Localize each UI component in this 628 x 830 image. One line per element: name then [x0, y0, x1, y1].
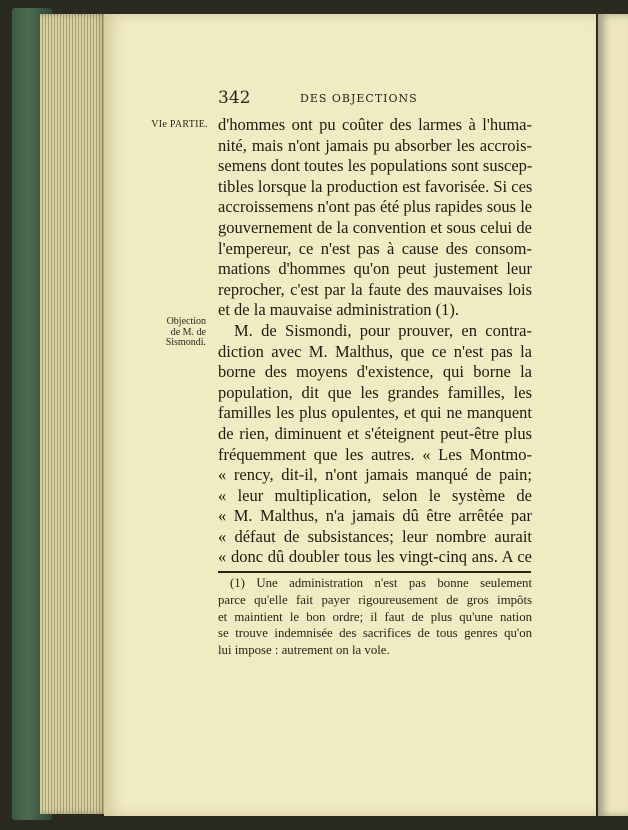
page-edges [40, 14, 106, 814]
footnote-line: lui impose : autrement on la vole. [218, 643, 390, 658]
text-line: et de la mauvaise administration (1). [218, 300, 460, 320]
text-line: l'empereur, ce n'est pas à cause des consom- [218, 238, 532, 258]
text-line: population, dit que les grandes familles, les [218, 382, 532, 402]
body-text [218, 115, 532, 568]
text-line: accroissemens n'ont pas été plus rapides sous le [218, 197, 533, 217]
page-number: 342 [218, 88, 251, 108]
facing-page-edge [598, 14, 628, 816]
margin-note-objection [148, 317, 206, 349]
text-line: fréquemment que les autres. « Les Montmo- [218, 444, 532, 464]
text-line: « leur multiplication, selon le système de [218, 485, 532, 505]
running-title: DES OBJECTIONS [300, 92, 418, 105]
text-line: de rien, diminuent et s'éteignent peut-être plus [218, 423, 532, 443]
margin-note-line: de M. de [170, 326, 206, 338]
text-line: « donc dû doubler tous les vingt-cinq ans. A ce [218, 547, 532, 567]
text-line: M. de Sismondi, pour prouver, en contra- [234, 320, 532, 340]
text-line: « M. Malthus, n'a jamais dû être arrêtée par [218, 506, 532, 526]
footnote-line: parce qu'elle fait payer rigoureusement de gros impôts [218, 592, 532, 607]
text-line: borne des moyens d'existence, qui borne la [218, 362, 532, 382]
text-line: familles les plus opulentes, et qui ne manquent [218, 403, 532, 423]
text-line: « défaut de subsistances; leur nombre aurait [218, 526, 532, 546]
footnote-line: se trouve indemnisée des sacrifices de tous genres qu'on [218, 626, 532, 641]
text-line: semens dont toutes les populations sont suscep- [218, 156, 533, 176]
footnote [218, 575, 532, 659]
footnote-line: (1) Une administration n'est pas bonne seulement [230, 576, 532, 590]
text-line: mations d'hommes qu'on peut justement leur [218, 259, 532, 279]
margin-note-part: VIe PARTIE. [151, 119, 208, 130]
footnote-rule [218, 571, 531, 573]
text-line: « rency, dit-il, n'ont jamais manqué de pain; [218, 465, 532, 485]
text-line: gouvernement de la convention et sous celui de [218, 217, 532, 237]
margin-note-line: Objection [166, 316, 206, 327]
text-line: diction avec M. Malthus, que ce n'est pas la [218, 341, 532, 361]
margin-note-line: Sismondi. [165, 337, 206, 348]
footnote-line: et maintient le bon ordre; il faut de plus qu'une nation [218, 609, 532, 624]
text-line: tibles lorsque la production est favorisée. Si ces [218, 176, 533, 196]
text-line: reprocher, c'est par la faute des mauvaises lois [218, 279, 532, 299]
text-line: nité, mais n'ont jamais pu absorber les accrois- [218, 135, 532, 155]
text-line: d'hommes ont pu coûter des larmes à l'huma- [218, 115, 532, 134]
running-header [218, 88, 532, 110]
